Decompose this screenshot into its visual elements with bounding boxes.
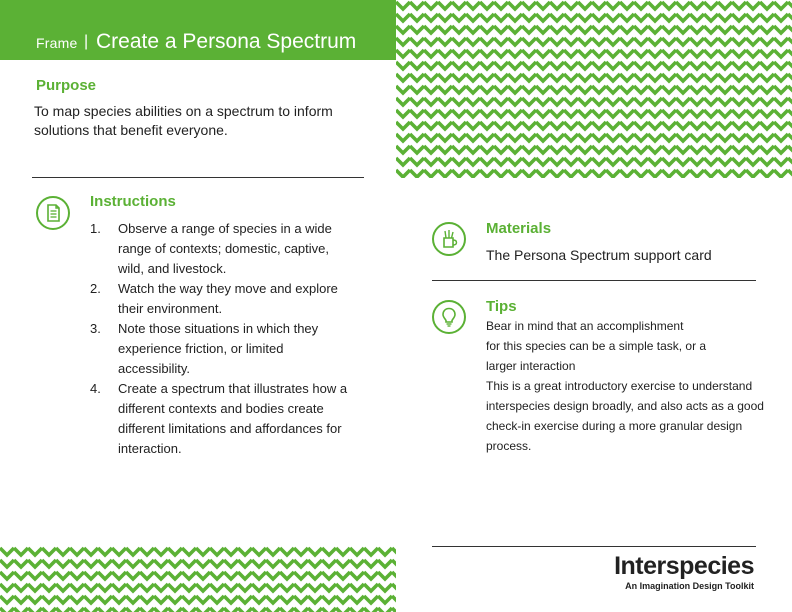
chevron-pattern-bottom: [0, 546, 396, 612]
instructions-heading: Instructions: [90, 193, 176, 210]
page-title: Create a Persona Spectrum: [96, 30, 357, 53]
brand-tagline: An Imagination Design Toolkit: [625, 581, 754, 591]
tips-line: Bear in mind that an accomplishment: [486, 319, 684, 333]
list-item-text: Observe a range of species in a wide range of contexts; domestic, captive, wild, and livestock.: [118, 221, 332, 276]
list-item-text: Create a spectrum that illustrates how a different contexts and bodies create different limitations and affordances for interaction.: [118, 381, 348, 456]
frame-label: Frame: [36, 35, 78, 51]
list-item-text: Watch the way they move and explore their environment.: [118, 281, 338, 316]
list-item: [90, 219, 358, 279]
tips-heading: Tips: [486, 298, 517, 315]
list-item-number: 1.: [90, 221, 101, 236]
lightbulb-icon: [432, 300, 466, 334]
purpose-text: To map species abilities on a spectrum to inform solutions that benefit everyone.: [34, 103, 333, 138]
tips-line: This is a great introductory exercise to understand: [486, 379, 753, 393]
tips-line: larger interaction: [486, 359, 576, 373]
tips-line: for this species can be a simple task, or a: [486, 339, 707, 353]
tips-line: process.: [486, 439, 532, 453]
list-item-text: Note those situations in which they experience friction, or limited accessibility.: [118, 321, 319, 376]
list-item-number: 3.: [90, 321, 101, 336]
list-item: [90, 319, 358, 379]
divider-purpose: [32, 177, 364, 178]
list-item: [90, 379, 358, 459]
document-icon: [36, 196, 70, 230]
header-separator: |: [84, 33, 89, 50]
materials-heading: Materials: [486, 220, 552, 237]
list-item: [90, 279, 358, 319]
tips-line: interspecies design broadly, and also acts as a good: [486, 399, 764, 413]
tips-line: check-in exercise during a more granular design: [486, 419, 743, 433]
brand-name: Interspecies: [614, 552, 754, 580]
pencil-cup-icon: [432, 222, 466, 256]
list-item-number: 2.: [90, 281, 101, 296]
divider-footer: [432, 546, 756, 547]
tips-text: [486, 316, 766, 456]
materials-text: The Persona Spectrum support card: [486, 247, 712, 263]
list-item-number: 4.: [90, 381, 101, 396]
instructions-list: [90, 219, 358, 459]
chevron-pattern-top: [396, 0, 792, 178]
brand-logo: [614, 552, 754, 591]
divider-materials: [432, 280, 756, 281]
purpose-heading: Purpose: [36, 77, 97, 94]
